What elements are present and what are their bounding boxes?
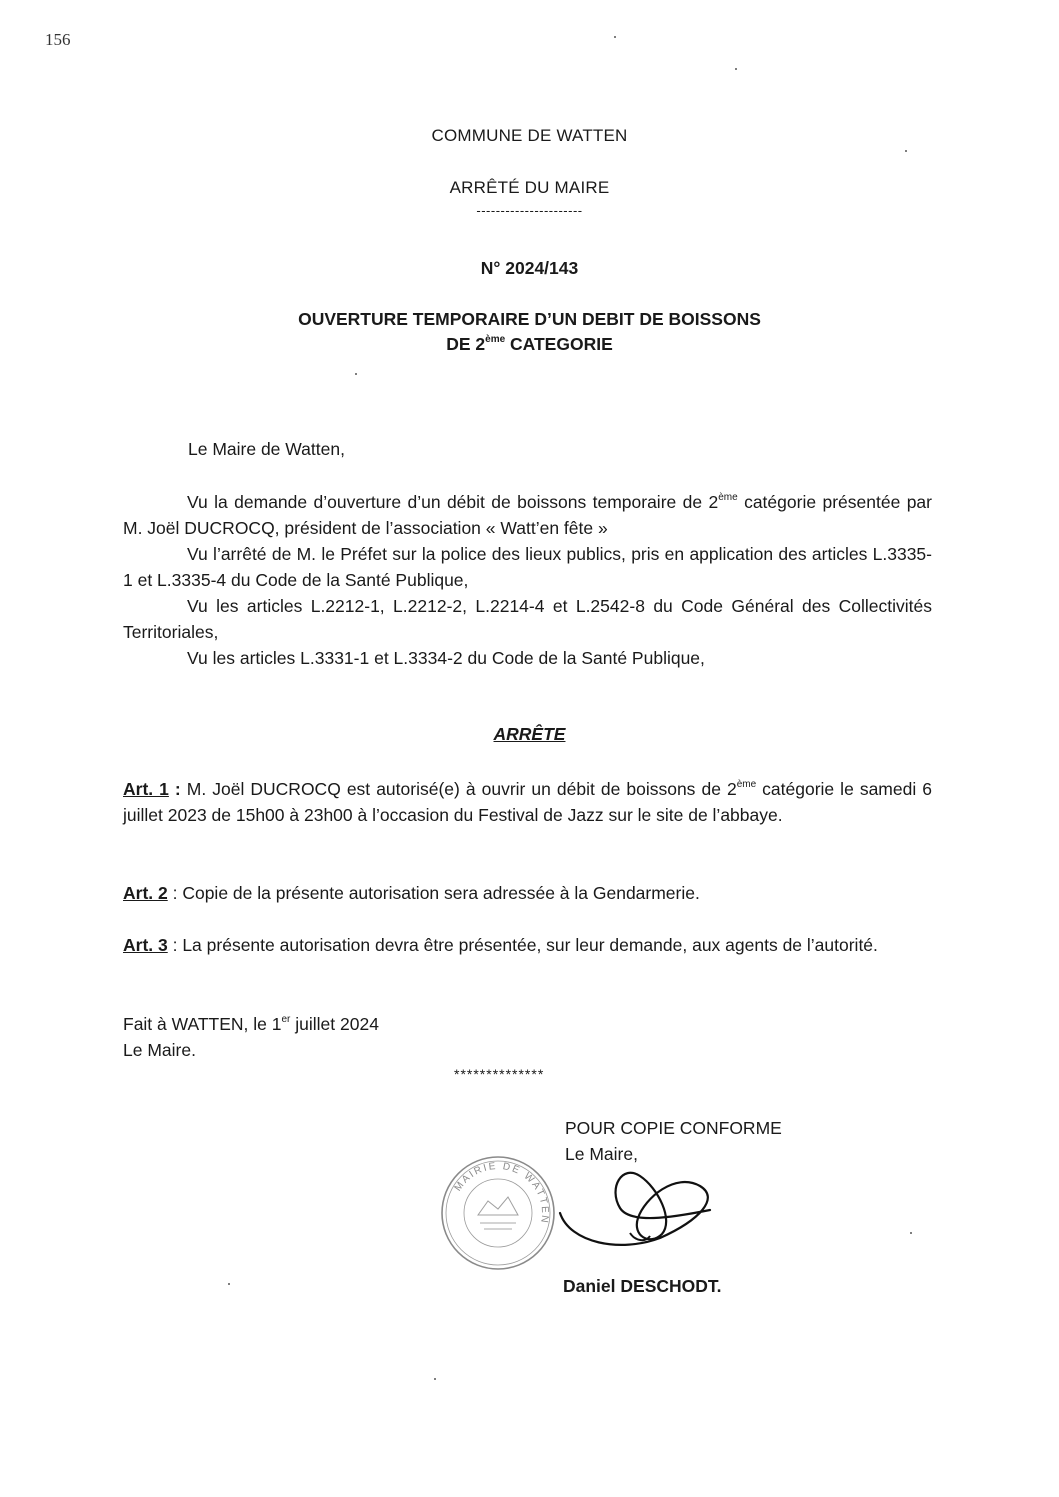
copie-conforme-line: POUR COPIE CONFORME	[565, 1118, 782, 1138]
article-1: Art. 1 : M. Joël DUCROCQ est autorisé(e) à ouvrir un débit de boissons de 2ème catégorie le samedi 6 juillet 2023 de 15h00 à 23h00 à l’occasion du Festival de Jazz sur le site de l’abbaye.	[123, 779, 932, 825]
vu-paragraph-2: Vu l’arrêté de M. le Préfet sur la police des lieux publics, pris en application des articles L.3335-1 et L.3335-4 du Code de la Santé Publique,	[123, 544, 932, 590]
signatory-name: Daniel DESCHODT.	[563, 1276, 722, 1296]
arrete-heading: ARRÊTE	[493, 724, 566, 744]
subject-line-2: DE 2ème CATEGORIE	[446, 334, 613, 354]
article-3: Art. 3 : La présente autorisation devra être présentée, sur leur demande, aux agents de l’autorité.	[123, 935, 878, 955]
scan-speck	[614, 36, 616, 38]
arrete-number: N° 2024/143	[480, 258, 579, 278]
scan-speck	[228, 1283, 230, 1285]
vu-paragraph-1: Vu la demande d’ouverture d’un débit de boissons temporaire de 2ème catégorie présentée par M. Joël DUCROCQ, président de l’association « Watt’en fête »	[123, 492, 932, 538]
arrete-title: ARRÊTÉ DU MAIRE	[449, 178, 610, 197]
scan-speck	[434, 1378, 436, 1380]
scan-speck	[735, 68, 737, 70]
copie-maire-line: Le Maire,	[565, 1144, 638, 1164]
scan-speck	[905, 150, 907, 152]
stars-separator: **************	[454, 1066, 545, 1082]
vu-paragraph-4: Vu les articles L.3331-1 et L.3334-2 du Code de la Santé Publique,	[187, 648, 705, 668]
official-stamp-icon	[438, 1153, 558, 1273]
article-2-label: Art. 2	[123, 883, 168, 903]
fait-a-line: Fait à WATTEN, le 1er juillet 2024	[123, 1014, 379, 1034]
le-maire-line: Le Maire.	[123, 1040, 196, 1060]
commune-title: COMMUNE DE WATTEN	[431, 126, 628, 145]
page-number: 156	[45, 30, 71, 49]
article-2: Art. 2 : Copie de la présente autorisation sera adressée à la Gendarmerie.	[123, 883, 700, 903]
svg-text:MAIRIE DE WATTEN: MAIRIE DE WATTEN	[452, 1160, 551, 1226]
signature-icon	[550, 1158, 730, 1258]
opening-line: Le Maire de Watten,	[188, 439, 345, 459]
scan-speck	[355, 373, 357, 375]
header-separator: ----------------------	[476, 203, 583, 218]
scan-speck	[910, 1232, 912, 1234]
vu-paragraph-3: Vu les articles L.2212-1, L.2212-2, L.2214-4 et L.2542-8 du Code Général des Collectivités Territoriales,	[123, 596, 932, 642]
article-3-label: Art. 3	[123, 935, 168, 955]
subject-line-1: OUVERTURE TEMPORAIRE D’UN DEBIT DE BOISSONS	[298, 309, 761, 329]
article-1-label: Art. 1	[123, 779, 169, 799]
